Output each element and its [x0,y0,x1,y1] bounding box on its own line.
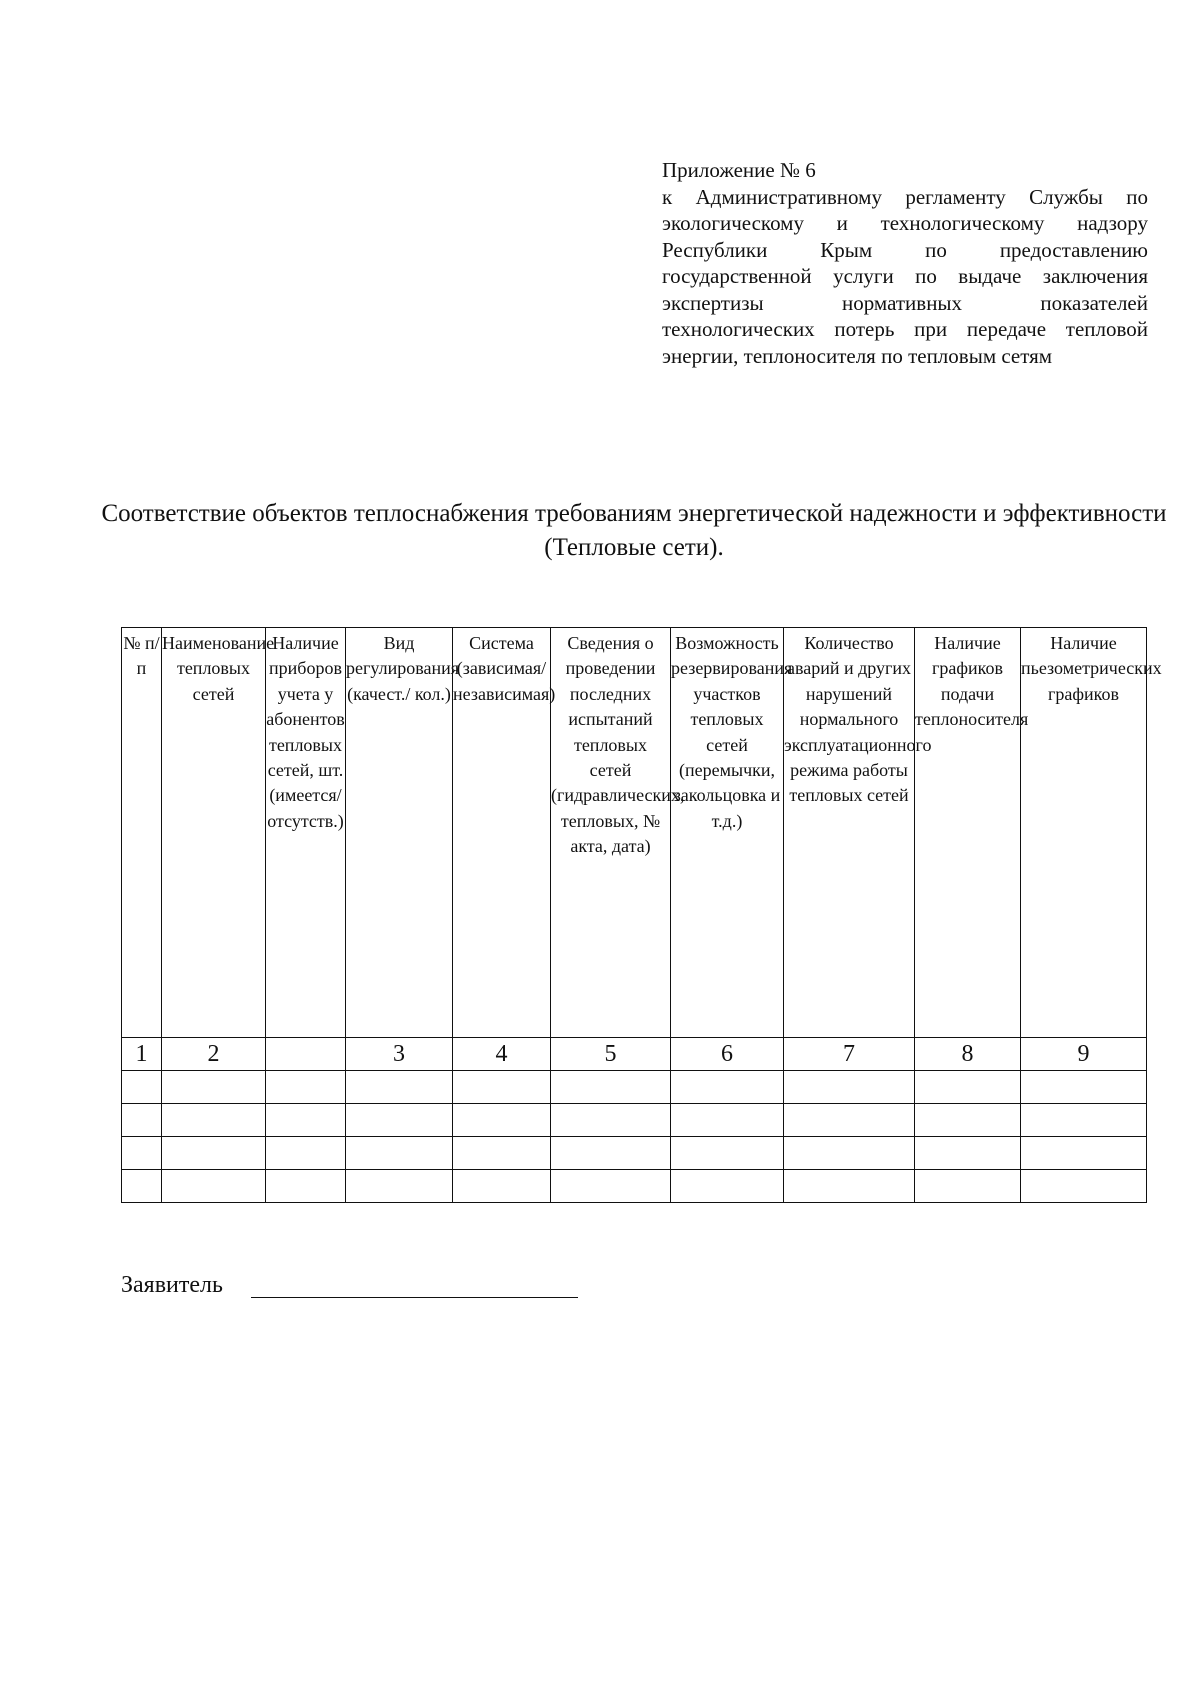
header-cell [266,628,346,1038]
applicant-label: Заявитель [121,1272,223,1298]
column-number: 5 [551,1038,671,1071]
table-row [122,1071,1147,1104]
empty-cell[interactable] [453,1170,551,1203]
table-row [122,1137,1147,1170]
column-number-row [122,1038,1147,1071]
empty-cell[interactable] [671,1104,784,1137]
signature-line[interactable] [251,1297,578,1298]
header-cell [671,628,793,1038]
empty-cell[interactable] [915,1104,1021,1137]
empty-cell[interactable] [784,1071,915,1104]
table-row [122,1104,1147,1137]
empty-rows [122,1071,1147,1203]
empty-cell[interactable] [162,1104,266,1137]
column-number: 4 [453,1038,551,1071]
appendix-block [662,157,1148,369]
appendix-number: Приложение № 6 [662,158,816,182]
header-cell [346,628,459,1038]
empty-cell[interactable] [346,1071,453,1104]
document-title: Соответствие объектов теплоснабжения требованиям энергетической надежности и эффективности (Тепловые сети). [101,500,1167,561]
empty-cell[interactable] [122,1137,162,1170]
empty-cell[interactable] [1021,1170,1147,1203]
header-system: Система (зависимая/ независимая) [453,633,556,704]
empty-cell[interactable] [453,1137,551,1170]
empty-cell[interactable] [162,1170,266,1203]
empty-cell[interactable] [671,1170,784,1203]
empty-cell[interactable] [162,1137,266,1170]
empty-cell[interactable] [1021,1071,1147,1104]
empty-cell[interactable] [551,1170,671,1203]
header-supply-schedules: Наличие графиков подачи теплоносителя [915,633,1029,730]
compliance-table [121,627,1162,1203]
empty-cell[interactable] [915,1137,1021,1170]
header-number: № п/п [123,633,160,679]
header-cell [784,628,932,1038]
header-piezometric: Наличие пьезометрических графиков [1021,633,1162,704]
column-number: 8 [915,1038,1021,1071]
empty-cell[interactable] [122,1071,162,1104]
header-tests: Сведения о проведении последних испытаний тепловых сетей (гидравлических, тепловых, № акта, дата) [551,633,685,857]
empty-cell[interactable] [266,1137,346,1170]
empty-cell[interactable] [162,1071,266,1104]
empty-cell[interactable] [453,1071,551,1104]
header-cell [453,628,556,1038]
empty-cell[interactable] [346,1170,453,1203]
column-number: 7 [784,1038,915,1071]
empty-cell[interactable] [266,1104,346,1137]
column-number: 6 [671,1038,784,1071]
header-cell [551,628,685,1038]
empty-cell[interactable] [346,1137,453,1170]
empty-cell[interactable] [122,1104,162,1137]
empty-cell[interactable] [671,1137,784,1170]
column-number: 3 [346,1038,453,1071]
empty-cell[interactable] [551,1071,671,1104]
header-cell [122,628,162,1038]
empty-cell[interactable] [784,1170,915,1203]
header-cell [915,628,1029,1038]
appendix-reference: к Административному регламенту Службы по экологическому и технологическому надзору Республики Крым по предоставлению государственной услуги по выдаче заключения экспертизы нормативных показателей технологических потерь при передаче тепловой энергии, теплоносителя по тепловым сетям [662,184,1148,368]
column-number: 2 [162,1038,266,1071]
header-network-name: Наименование тепловых сетей [162,633,275,704]
empty-cell[interactable] [551,1104,671,1137]
empty-cell[interactable] [671,1071,784,1104]
header-cell [1021,628,1162,1038]
empty-cell[interactable] [915,1170,1021,1203]
empty-cell[interactable] [784,1137,915,1170]
header-accidents: Количество аварий и других нарушений нормального эксплуатационного режима работы тепловых сетей [784,633,932,806]
empty-cell[interactable] [346,1104,453,1137]
empty-cell[interactable] [1021,1104,1147,1137]
header-meters: Наличие приборов учета у абонентов тепловых сетей, шт. (имеется/ отсутств.) [266,633,345,831]
column-number: 1 [122,1038,162,1071]
empty-cell[interactable] [915,1071,1021,1104]
header-cell [162,628,275,1038]
column-number: 9 [1021,1038,1147,1071]
empty-cell[interactable] [266,1170,346,1203]
table-header-row [122,628,1147,1038]
empty-cell[interactable] [453,1104,551,1137]
empty-cell[interactable] [266,1071,346,1104]
empty-cell[interactable] [784,1104,915,1137]
table-row [122,1170,1147,1203]
column-number [266,1038,346,1071]
header-regulation-type: Вид регулирования (качест./ кол.) [346,633,459,704]
empty-cell[interactable] [1021,1137,1147,1170]
empty-cell[interactable] [122,1170,162,1203]
empty-cell[interactable] [551,1137,671,1170]
header-reservation: Возможность резервирования участков тепловых сетей (перемычки, закольцовка и т.д.) [671,633,793,831]
